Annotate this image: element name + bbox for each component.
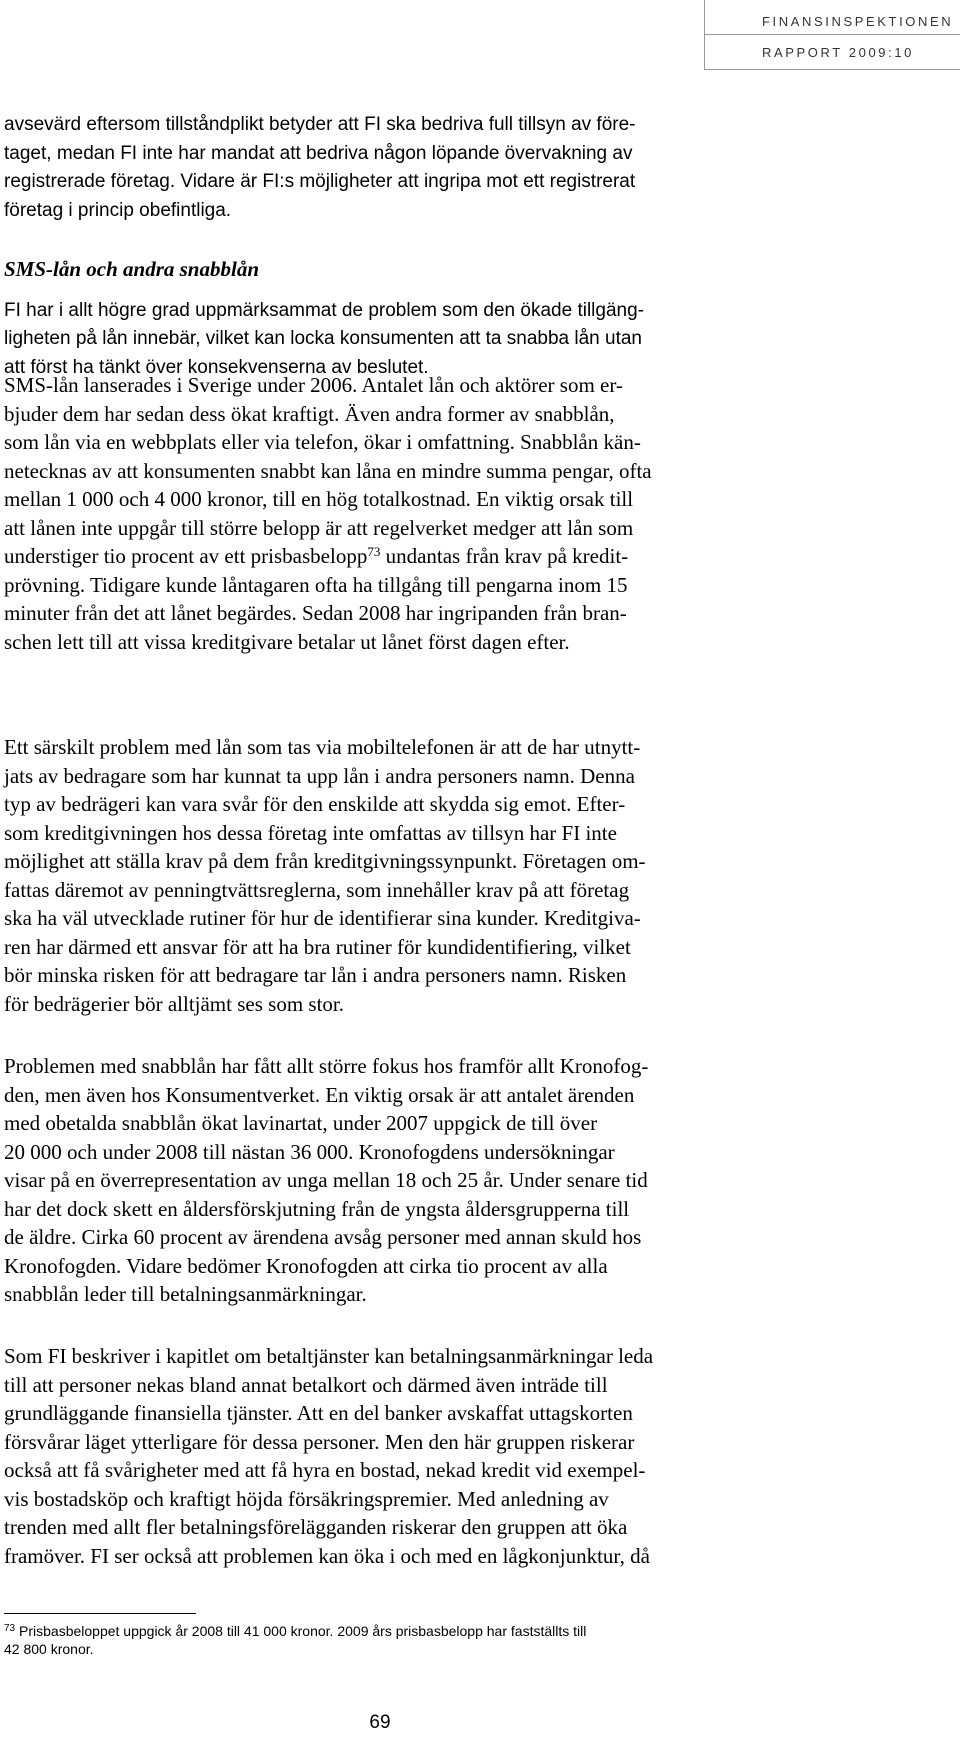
text-line: bjuder dem har sedan dess ökat kraftigt. Även andra former av snabblån, — [4, 401, 615, 426]
text-segment: understiger tio procent av ett prisbasbelopp — [4, 544, 368, 568]
text-line: ska ha väl utvecklade rutiner för hur de identifierar sina kunder. Kreditgiva- — [4, 906, 641, 930]
footnote-number: 73 — [4, 1623, 16, 1634]
text-line-with-footnote — [4, 542, 764, 571]
page-number: 69 — [369, 1712, 391, 1733]
paragraph-4 — [4, 1052, 764, 1309]
text-line: schen lett till att vissa kreditgivare betalar ut lånet först dagen efter. — [4, 629, 570, 654]
header-organization: FINANSINSPEKTIONEN — [762, 14, 954, 29]
text-line: möjlighet att ställa krav på dem från kreditgivningssynpunkt. Företagen om- — [4, 849, 646, 873]
text-line: också att få svårigheter med att få hyra en bostad, nekad kredit vid exempel- — [4, 1458, 646, 1482]
paragraph-3 — [4, 733, 764, 1018]
text-line: företag i princip obefintliga. — [4, 199, 232, 221]
text-line: snabblån leder till betalningsanmärkningar. — [4, 1282, 367, 1306]
text-line: mellan 1 000 och 4 000 kronor, till en hög totalkostnad. En viktig orsak till — [4, 487, 634, 511]
paragraph-5 — [4, 1342, 764, 1570]
text-line: SMS-lån lanserades i Sverige under 2006. Antalet lån och aktörer som er- — [4, 373, 623, 397]
footnote-text: Prisbasbeloppet uppgick år 2008 till 41 000 kronor. 2009 års prisbasbelopp har fastställts till — [15, 1623, 587, 1639]
text-line: avsevärd eftersom tillståndplikt betyder att FI ska bedriva full tillsyn av före- — [4, 114, 636, 135]
text-line: ren har därmed ett ansvar för att ha bra rutiner för kundidentifiering, vilket — [4, 934, 631, 959]
text-line: prövning. Tidigare kunde låntagaren ofta ha tillgång till pengarna inom 15 — [4, 572, 628, 597]
footnote-divider — [4, 1613, 196, 1614]
text-line: taget, medan FI inte har mandat att bedriva någon löpande övervakning av — [4, 142, 633, 164]
text-line: har det dock skett en åldersförskjutning från de yngsta åldersgrupperna till — [4, 1196, 630, 1221]
text-segment: undantas från krav på kredit- — [380, 544, 629, 568]
text-line: försvårar läget ytterligare för dessa personer. Men den här gruppen riskerar — [4, 1429, 635, 1454]
text-line: ligheten på lån innebär, vilket kan locka konsumenten att ta snabba lån utan — [4, 328, 642, 349]
text-line: Problemen med snabblån har fått allt större fokus hos framför allt Kronofog- — [4, 1054, 649, 1078]
footnote-reference[interactable]: 73 — [367, 544, 381, 559]
text-line: framöver. FI ser också att problemen kan öka i och med en lågkonjunktur, då — [4, 1543, 650, 1568]
text-line: Ett särskilt problem med lån som tas via mobiltelefonen är att de har utnytt- — [4, 735, 641, 759]
text-line: den, men även hos Konsumentverket. En viktig orsak är att antalet ärenden — [4, 1082, 635, 1107]
text-line: minuter från det att lånet begärdes. Sedan 2008 har ingripanden från bran- — [4, 601, 627, 625]
text-line: fattas däremot av penningtvättsreglerna, som innehåller krav på att företag — [4, 877, 630, 902]
text-line: grundläggande finansiella tjänster. Att en del banker avskaffat uttagskorten — [4, 1401, 633, 1425]
text-line: jats av bedragare som har kunnat ta upp lån i andra personers namn. Denna — [4, 763, 635, 788]
text-line: registrerade företag. Vidare är FI:s möjligheter att ingripa mot ett registrerat — [4, 171, 636, 192]
text-line: typ av bedrägeri kan vara svår för den enskilde att skydda sig emot. Efter- — [4, 792, 626, 816]
intro-paragraph — [4, 111, 764, 225]
text-line: Kronofogden. Vidare bedömer Kronofogden att cirka tio procent av alla — [4, 1253, 608, 1278]
text-line: visar på en överrepresentation av unga mellan 18 och 25 år. Under senare tid — [4, 1168, 648, 1192]
footnote — [4, 1622, 764, 1658]
text-line: att först ha tänkt över konsekvenserna av beslutet. — [4, 356, 429, 378]
header-divider — [704, 34, 960, 35]
text-line: med obetalda snabblån ökat lavinartat, under 2007 uppgick de till över — [4, 1111, 598, 1135]
text-line: Som FI beskriver i kapitlet om betaltjänster kan betalningsanmärkningar leda — [4, 1344, 654, 1368]
text-line: som lån via en webbplats eller via telefon, ökar i omfattning. Snabblån kän- — [4, 430, 641, 454]
paragraph-2 — [4, 371, 764, 656]
footnote-line: 42 800 kronor. — [4, 1641, 94, 1657]
paragraph-1 — [4, 268, 764, 382]
text-line: FI har i allt högre grad uppmärksammat de problem som den ökade tillgäng- — [4, 299, 644, 321]
text-line: att lånen inte uppgår till större belopp är att regelverket medger att lån som — [4, 515, 634, 540]
text-line: till att personer nekas bland annat betalkort och därmed även inträde till — [4, 1372, 608, 1397]
text-line: de äldre. Cirka 60 procent av ärendena avsåg personer med annan skuld hos — [4, 1225, 642, 1249]
section-heading: SMS-lån och andra snabblån — [4, 257, 260, 281]
text-line: 20 000 och under 2008 till nästan 36 000. Kronofogdens undersökningar — [4, 1139, 615, 1164]
text-line: netecknas av att konsumenten snabbt kan låna en mindre summa pengar, ofta — [4, 458, 652, 483]
text-line: för bedrägerier bör alltjämt ses som stor. — [4, 991, 344, 1016]
text-line: bör minska risken för att bedragare tar lån i andra personers namn. Risken — [4, 963, 627, 987]
header-report-number: RAPPORT 2009:10 — [762, 45, 914, 60]
text-line: trenden med allt fler betalningsförelägganden riskerar den gruppen att öka — [4, 1515, 628, 1539]
footnote-line — [4, 1622, 764, 1640]
text-line: vis bostadsköp och kraftigt höjda försäkringspremier. Med anledning av — [4, 1486, 609, 1511]
text-line: som kreditgivningen hos dessa företag inte omfattas av tillsyn har FI inte — [4, 820, 617, 845]
